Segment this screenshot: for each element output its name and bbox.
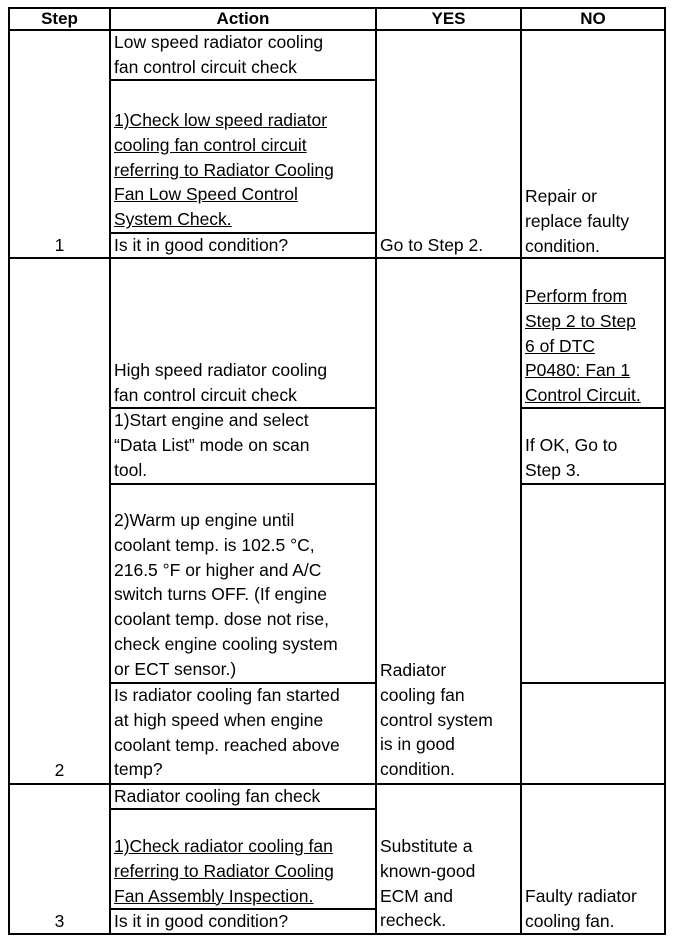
no-result: Repair or replace faulty condition. [525,186,630,256]
header-yes: YES [431,9,466,28]
action-title: Low speed radiator cooling fan control circuit check [114,32,324,77]
no-result-link[interactable]: Perform from Step 2 to Step 6 of DTC P0480: Fan 1 Control Circuit. [525,286,641,406]
header-step: Step [41,9,78,28]
header-action: Action [216,9,270,28]
step-number: 2 [54,760,65,780]
action-title: Radiator cooling fan check [114,786,321,806]
step-number: 3 [54,911,65,931]
action-step: 1)Start engine and select “Data List” mode on scan tool. [114,410,310,480]
yes-result: Go to Step 2. [380,235,484,255]
action-title: High speed radiator cooling fan control circuit check [114,360,328,405]
header-no: NO [580,9,606,28]
yes-result: Radiator cooling fan control system is in good condition. [380,660,493,780]
action-step: 2)Warm up engine until coolant temp. is 102.5 °C, 216.5 °F or higher and A/C switch turns OFF. (If engine coolant temp. dose not rise, check engine cooling system or ECT sensor.) [114,510,338,679]
no-result: Faulty radiator cooling fan. [525,886,637,931]
action-instruction-link[interactable]: 1)Check low speed radiator cooling fan control circuit referring to Radiator Cooling Fan Low Speed Control System Check. [114,110,334,230]
yes-result: Substitute a known-good ECM and recheck. [380,836,476,931]
action-instruction-link[interactable]: 1)Check radiator cooling fan referring to Radiator Cooling Fan Assembly Inspection. [114,836,334,906]
action-question: Is it in good condition? [114,911,289,931]
action-question: Is it in good condition? [114,235,289,255]
action-question: Is radiator cooling fan started at high speed when engine coolant temp. reached above temp? [114,685,340,780]
step-number: 1 [54,235,65,255]
no-result-note: If OK, Go to Step 3. [525,435,618,480]
